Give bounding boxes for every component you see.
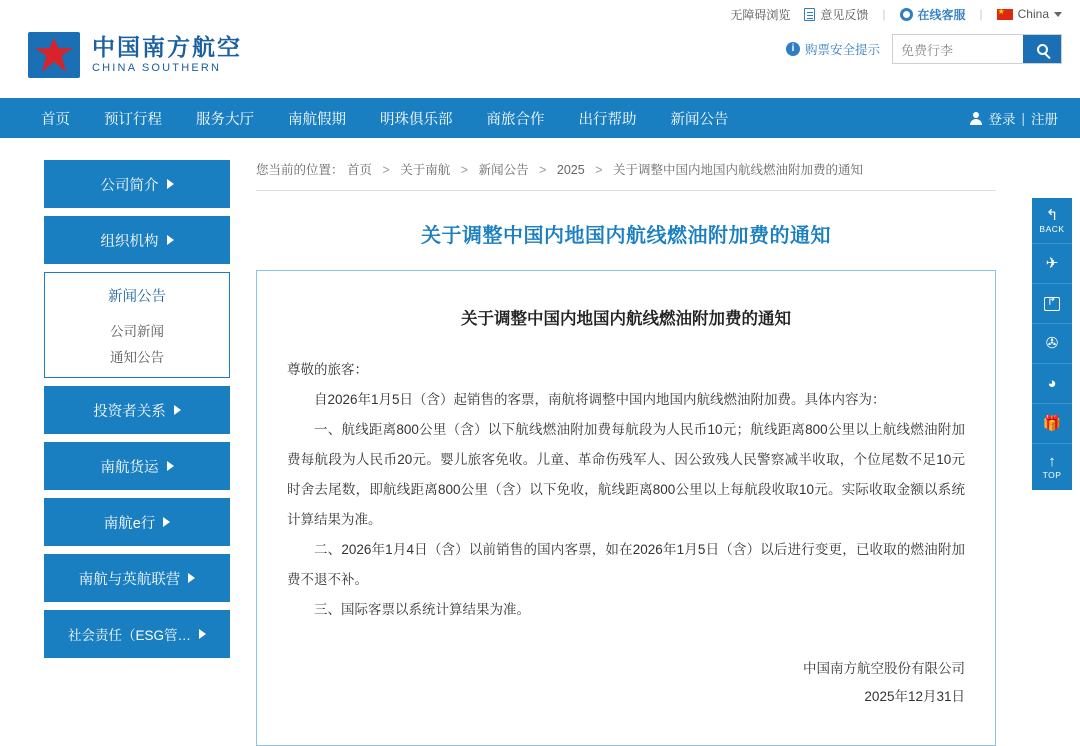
nav-item-service[interactable]: 服务大厅 — [196, 111, 254, 128]
feedback-icon — [804, 8, 815, 21]
article-paragraph-2: 一、航线距离800公里（含）以下航线燃油附加费每航段为人民币10元；航线距离800公里以上航线燃油附加费每航段为人民币20元。婴儿旅客免收。儿童、革命伤残军人、因公致残人民警察减半收取，个位尾数不足10元时舍去尾数，即航线距离800公里（含）以下免收，航线距离800公里以上每航段收取10元。实际收取金额以系统计算结果为准。 — [287, 422, 965, 527]
sidebar-item-ba-joint-venture[interactable] — [44, 554, 230, 602]
brand-name-cn: 中国南方航空 — [92, 34, 242, 60]
breadcrumb-separator: > — [595, 163, 603, 177]
up-arrow-icon: ↑ — [1048, 453, 1056, 470]
nav-item-holiday[interactable]: 南航假期 — [288, 111, 346, 128]
sidebar-item-label: 南航与英航联营 — [78, 571, 181, 588]
breadcrumb-prefix: 您当前的位置： — [256, 163, 344, 177]
floating-toolbar — [1032, 198, 1072, 490]
baggage-tracking-button[interactable] — [1032, 324, 1072, 364]
article-signature: 中国南方航空股份有限公司 — [803, 661, 965, 676]
account-divider: | — [1021, 110, 1025, 126]
breadcrumb-separator: > — [382, 163, 390, 177]
region-label: China — [1017, 7, 1049, 21]
nav-item-news[interactable]: 新闻公告 — [670, 111, 729, 128]
search-zone — [786, 34, 1062, 64]
main-nav — [0, 98, 1080, 138]
gift-icon: 🎁 — [1042, 414, 1062, 432]
breadcrumb — [256, 160, 996, 191]
sidebar-item-label: 组织机构 — [100, 233, 159, 250]
top-label: TOP — [1042, 470, 1062, 480]
utility-divider-1: | — [882, 7, 886, 21]
gift-button[interactable] — [1032, 404, 1072, 444]
feedback-link[interactable] — [804, 6, 868, 23]
sidebar-item-label: 南航货运 — [100, 459, 159, 476]
back-arrow-icon: ↰ — [1045, 206, 1059, 224]
breadcrumb-item-about[interactable]: 关于南航 — [400, 163, 451, 177]
utility-bar — [0, 0, 1080, 28]
chevron-right-icon — [167, 461, 174, 471]
sidebar-item-esg[interactable] — [44, 610, 230, 658]
sidebar-item-label: 社会责任（ESG管… — [67, 628, 191, 643]
search-icon — [1037, 44, 1048, 55]
logo[interactable] — [28, 32, 242, 78]
sidebar-item-label: 投资者关系 — [93, 403, 166, 420]
nav-item-help[interactable]: 出行帮助 — [578, 111, 637, 128]
breadcrumb-item-news[interactable]: 新闻公告 — [478, 163, 529, 177]
back-button[interactable] — [1032, 198, 1072, 244]
breadcrumb-separator: > — [539, 163, 547, 177]
sidebar-item-organization[interactable] — [44, 216, 230, 264]
globe-button[interactable] — [1032, 364, 1072, 404]
chevron-right-icon — [163, 517, 170, 527]
chevron-right-icon — [199, 629, 206, 639]
chevron-right-icon — [167, 235, 174, 245]
article-paragraph-1: 自2026年1月5日（含）起销售的客票，南航将调整中国内地国内航线燃油附加费。具体内容为： — [314, 392, 886, 407]
accessibility-label: 无障碍浏览 — [730, 7, 791, 22]
sidebar-item-label: 公司简介 — [100, 177, 159, 194]
sidebar-item-news[interactable]: 新闻公告 — [108, 288, 166, 305]
breadcrumb-item-current: 关于调整中国内地国内航线燃油附加费的通知 — [612, 163, 863, 177]
breadcrumb-item-year[interactable]: 2025 — [556, 163, 585, 177]
back-to-top-button[interactable] — [1032, 444, 1072, 490]
china-southern-logo-icon — [28, 32, 80, 78]
brand-name-en: CHINA SOUTHERN — [92, 62, 222, 74]
info-icon: i — [786, 42, 800, 56]
online-service-label: 在线客服 — [917, 7, 966, 22]
globe-icon: ◕ — [1047, 374, 1057, 392]
sidebar-subitem-company-news[interactable]: 公司新闻 — [110, 324, 164, 339]
nav-item-home[interactable]: 首页 — [41, 111, 70, 128]
search-box — [892, 34, 1062, 64]
chevron-right-icon — [188, 573, 195, 583]
online-service-link[interactable] — [900, 6, 966, 23]
breadcrumb-item-home[interactable]: 首页 — [347, 163, 373, 177]
article-paragraph-3: 二、2026年1月4日（含）以前销售的国内客票，如在2026年1月5日（含）以后进行变更，已收取的燃油附加费不退不补。 — [287, 542, 965, 587]
ticket-safety-tip-label: 购票安全提示 — [804, 43, 880, 57]
nav-item-business[interactable]: 商旅合作 — [486, 111, 545, 128]
utility-divider-2: | — [979, 7, 983, 21]
sidebar-item-label: 南航e行 — [103, 515, 156, 532]
sidebar-item-e-travel[interactable] — [44, 498, 230, 546]
china-flag-icon — [997, 9, 1013, 20]
article-salutation: 尊敬的旅客： — [287, 362, 368, 377]
article-box — [256, 270, 996, 746]
article-paragraph-4: 三、国际客票以系统计算结果为准。 — [314, 602, 530, 617]
chevron-right-icon — [174, 405, 181, 415]
ticket-safety-tip[interactable] — [786, 40, 880, 58]
sidebar-item-company-profile[interactable] — [44, 160, 230, 208]
search-input[interactable] — [893, 35, 1023, 63]
chevron-right-icon — [167, 179, 174, 189]
baggage-icon: ✇ — [1045, 334, 1059, 352]
chevron-down-icon — [1054, 12, 1062, 17]
nav-item-booking[interactable]: 预订行程 — [104, 111, 162, 128]
breadcrumb-separator: > — [460, 163, 469, 177]
region-selector[interactable] — [997, 7, 1062, 21]
accessibility-link[interactable] — [730, 6, 790, 23]
headset-icon — [900, 8, 913, 21]
article-signature-block — [287, 655, 965, 711]
back-label: BACK — [1039, 223, 1065, 234]
user-icon — [970, 112, 982, 125]
checkin-button[interactable] — [1032, 284, 1072, 324]
airplane-icon: ✈ — [1045, 254, 1059, 272]
sidebar-item-investor-relations[interactable] — [44, 386, 230, 434]
content-area — [256, 160, 996, 746]
account-area — [970, 108, 1058, 128]
sidebar — [44, 160, 230, 666]
article-heading: 关于调整中国内地国内航线燃油附加费的通知 — [461, 310, 791, 328]
page-title: 关于调整中国内地国内航线燃油附加费的通知 — [421, 225, 831, 247]
sidebar-item-cargo[interactable] — [44, 442, 230, 490]
login-link[interactable]: 登录 — [988, 112, 1016, 127]
register-link[interactable]: 注册 — [1031, 112, 1058, 127]
sidebar-group-news — [44, 272, 230, 378]
sidebar-subitem-announcements[interactable]: 通知公告 — [110, 350, 164, 365]
flight-button[interactable] — [1032, 244, 1072, 284]
search-button[interactable] — [1023, 35, 1061, 63]
brand-row — [0, 28, 1080, 98]
feedback-label: 意见反馈 — [820, 7, 869, 22]
nav-item-skypearl[interactable]: 明珠俱乐部 — [380, 111, 453, 128]
nav-items — [24, 108, 746, 129]
checkin-icon — [1044, 297, 1060, 311]
article-date: 2025年12月31日 — [864, 689, 965, 704]
